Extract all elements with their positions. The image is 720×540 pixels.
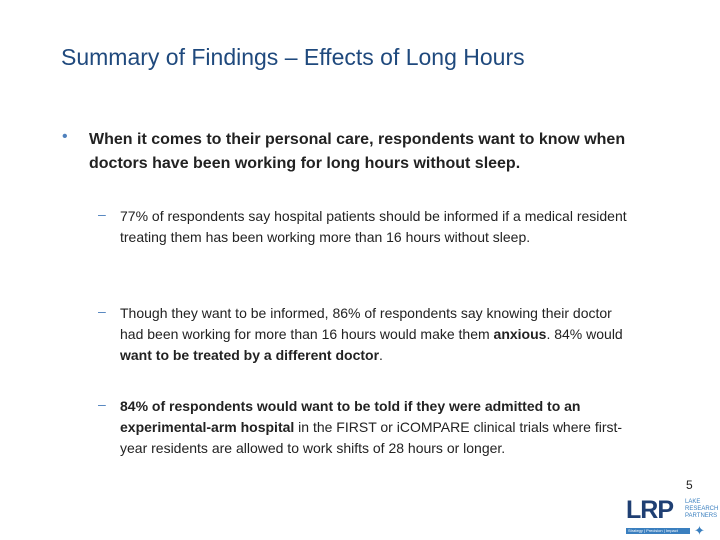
bullet-marker: • [62, 128, 68, 145]
logo-side-text: LAKE RESEARCH PARTNERS [685, 499, 719, 519]
dash-marker: – [98, 303, 106, 319]
emphasis-text: anxious [493, 326, 547, 342]
dash-marker: – [98, 396, 106, 412]
logo-letters: LRP [626, 496, 673, 524]
text-run: . [379, 347, 383, 363]
page-number: 5 [686, 478, 693, 492]
sub-bullet-text [120, 396, 638, 459]
text-run: in the FIRST or iCOMPARE clinical trials where first-year residents are allowed to work shifts of 28 hours or longer. [120, 419, 623, 456]
sub-bullet-1 [98, 206, 638, 248]
sub-bullet-text [120, 303, 638, 366]
company-logo [624, 495, 720, 540]
dash-marker: – [98, 206, 106, 222]
main-bullet [62, 128, 662, 176]
emphasis-text: 84% of respondents would want to be told if they were admitted to an experimental-arm hospital [120, 398, 581, 435]
star-icon: ✦ [694, 523, 705, 538]
emphasis-text: want to be treated by a different doctor [120, 347, 380, 363]
main-bullet-text: When it comes to their personal care, respondents want to know when doctors have been working for long hours without sleep. [89, 131, 626, 172]
slide-title: Summary of Findings – Effects of Long Hours [61, 44, 525, 70]
logo-tagline: Strategy | Precision | Impact [626, 528, 690, 534]
sub-bullet-2 [98, 303, 638, 366]
sub-bullet-3 [98, 396, 638, 459]
text-run: . 84% would [546, 326, 623, 342]
text-run: Though they want to be informed, 86% of respondents say knowing their doctor had been working for more than 16 hours would make them [120, 305, 612, 342]
sub-bullet-text: 77% of respondents say hospital patients should be informed if a medical resident treating them has been working more than 16 hours without sleep. [120, 208, 627, 245]
